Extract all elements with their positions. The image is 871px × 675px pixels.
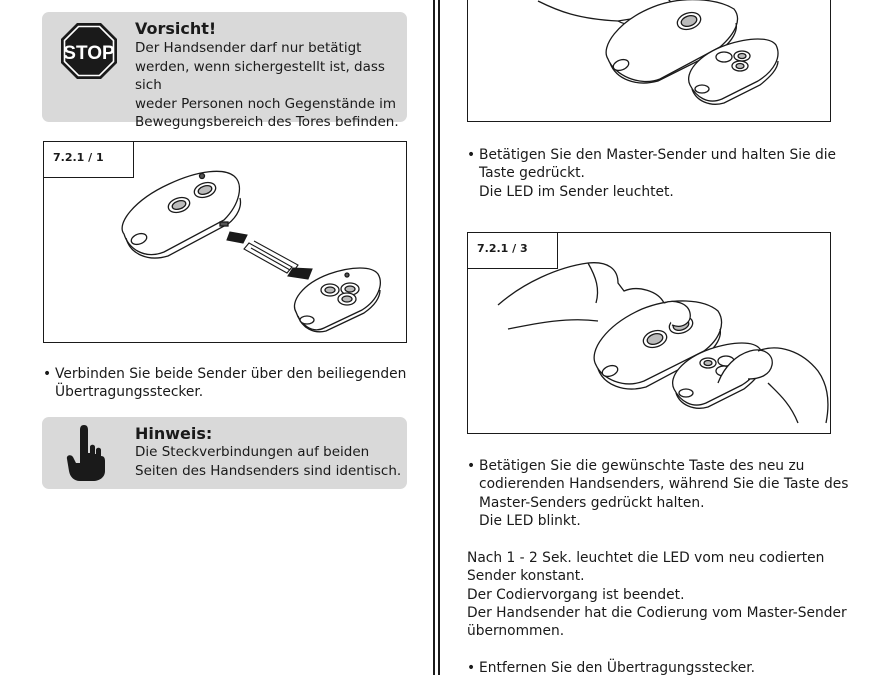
figure-2 [467, 0, 831, 122]
hint-line: Die Steckverbindungen auf beiden [135, 444, 370, 460]
step-new-remote [467, 457, 848, 530]
master-remote-drawing [122, 171, 240, 258]
warning-line: Bewegungsbereich des Tores befinden. [135, 114, 399, 130]
bullet: • [467, 147, 476, 163]
stop-sign-text: STOP [63, 43, 115, 64]
result-line: Nach 1 - 2 Sek. leuchtet die LED vom neu codierten [467, 550, 825, 566]
step-connect [43, 365, 406, 402]
figure-1-label: 7.2.1 / 1 [44, 142, 134, 178]
warning-line: werden, wenn sichergestellt ist, dass sich [135, 58, 385, 93]
step-remove [467, 659, 755, 675]
connector-plug-drawing [227, 232, 312, 279]
master-press-illustration [468, 0, 831, 122]
result-line: Der Codiervorgang ist beendet. [467, 586, 685, 603]
step-new-line: Betätigen Sie die gewünschte Taste des neu zu [479, 458, 805, 474]
column-divider-left [433, 0, 435, 675]
step-master-line: Taste gedrückt. [479, 165, 585, 182]
step-new-line: Die LED blinkt. [479, 512, 581, 529]
column-divider-right [438, 0, 440, 675]
step-new-line: codierenden Handsenders, während Sie die Taste des [479, 476, 849, 493]
warning-text [135, 39, 407, 132]
warning-title: Vorsicht! [135, 19, 217, 38]
stop-sign-icon [60, 22, 118, 80]
bullet: • [467, 660, 476, 675]
step-connect-line: Verbinden Sie beide Sender über den beiliegenden [55, 366, 407, 382]
result-paragraph [467, 549, 847, 640]
step-remove-line: Entfernen Sie den Übertragungsstecker. [479, 660, 756, 675]
hint-box [42, 417, 407, 489]
bullet: • [43, 366, 52, 382]
step-new-line: Master-Senders gedrückt halten. [479, 494, 705, 511]
pointing-hand-icon [66, 423, 106, 483]
hint-line: Seiten des Handsenders sind identisch. [135, 462, 402, 479]
figure-3 [467, 232, 831, 434]
step-connect-line: Übertragungsstecker. [55, 384, 204, 401]
hint-title: Hinweis: [135, 424, 213, 443]
result-line: Der Handsender hat die Codierung vom Master-Sender [467, 604, 847, 621]
warning-line: weder Personen noch Gegenstände im [135, 95, 397, 112]
warning-box [42, 12, 407, 130]
bullet: • [467, 458, 476, 474]
figure-1 [43, 141, 407, 343]
result-line: übernommen. [467, 623, 565, 640]
hint-text [135, 443, 401, 480]
step-master-line: Die LED im Sender leuchtet. [479, 183, 674, 200]
result-line: Sender konstant. [467, 568, 585, 585]
step-master [467, 146, 836, 201]
figure-3-label: 7.2.1 / 3 [468, 233, 558, 269]
warning-line: Der Handsender darf nur betätigt [135, 40, 362, 56]
step-master-line: Betätigen Sie den Master-Sender und halten Sie die [479, 147, 837, 163]
